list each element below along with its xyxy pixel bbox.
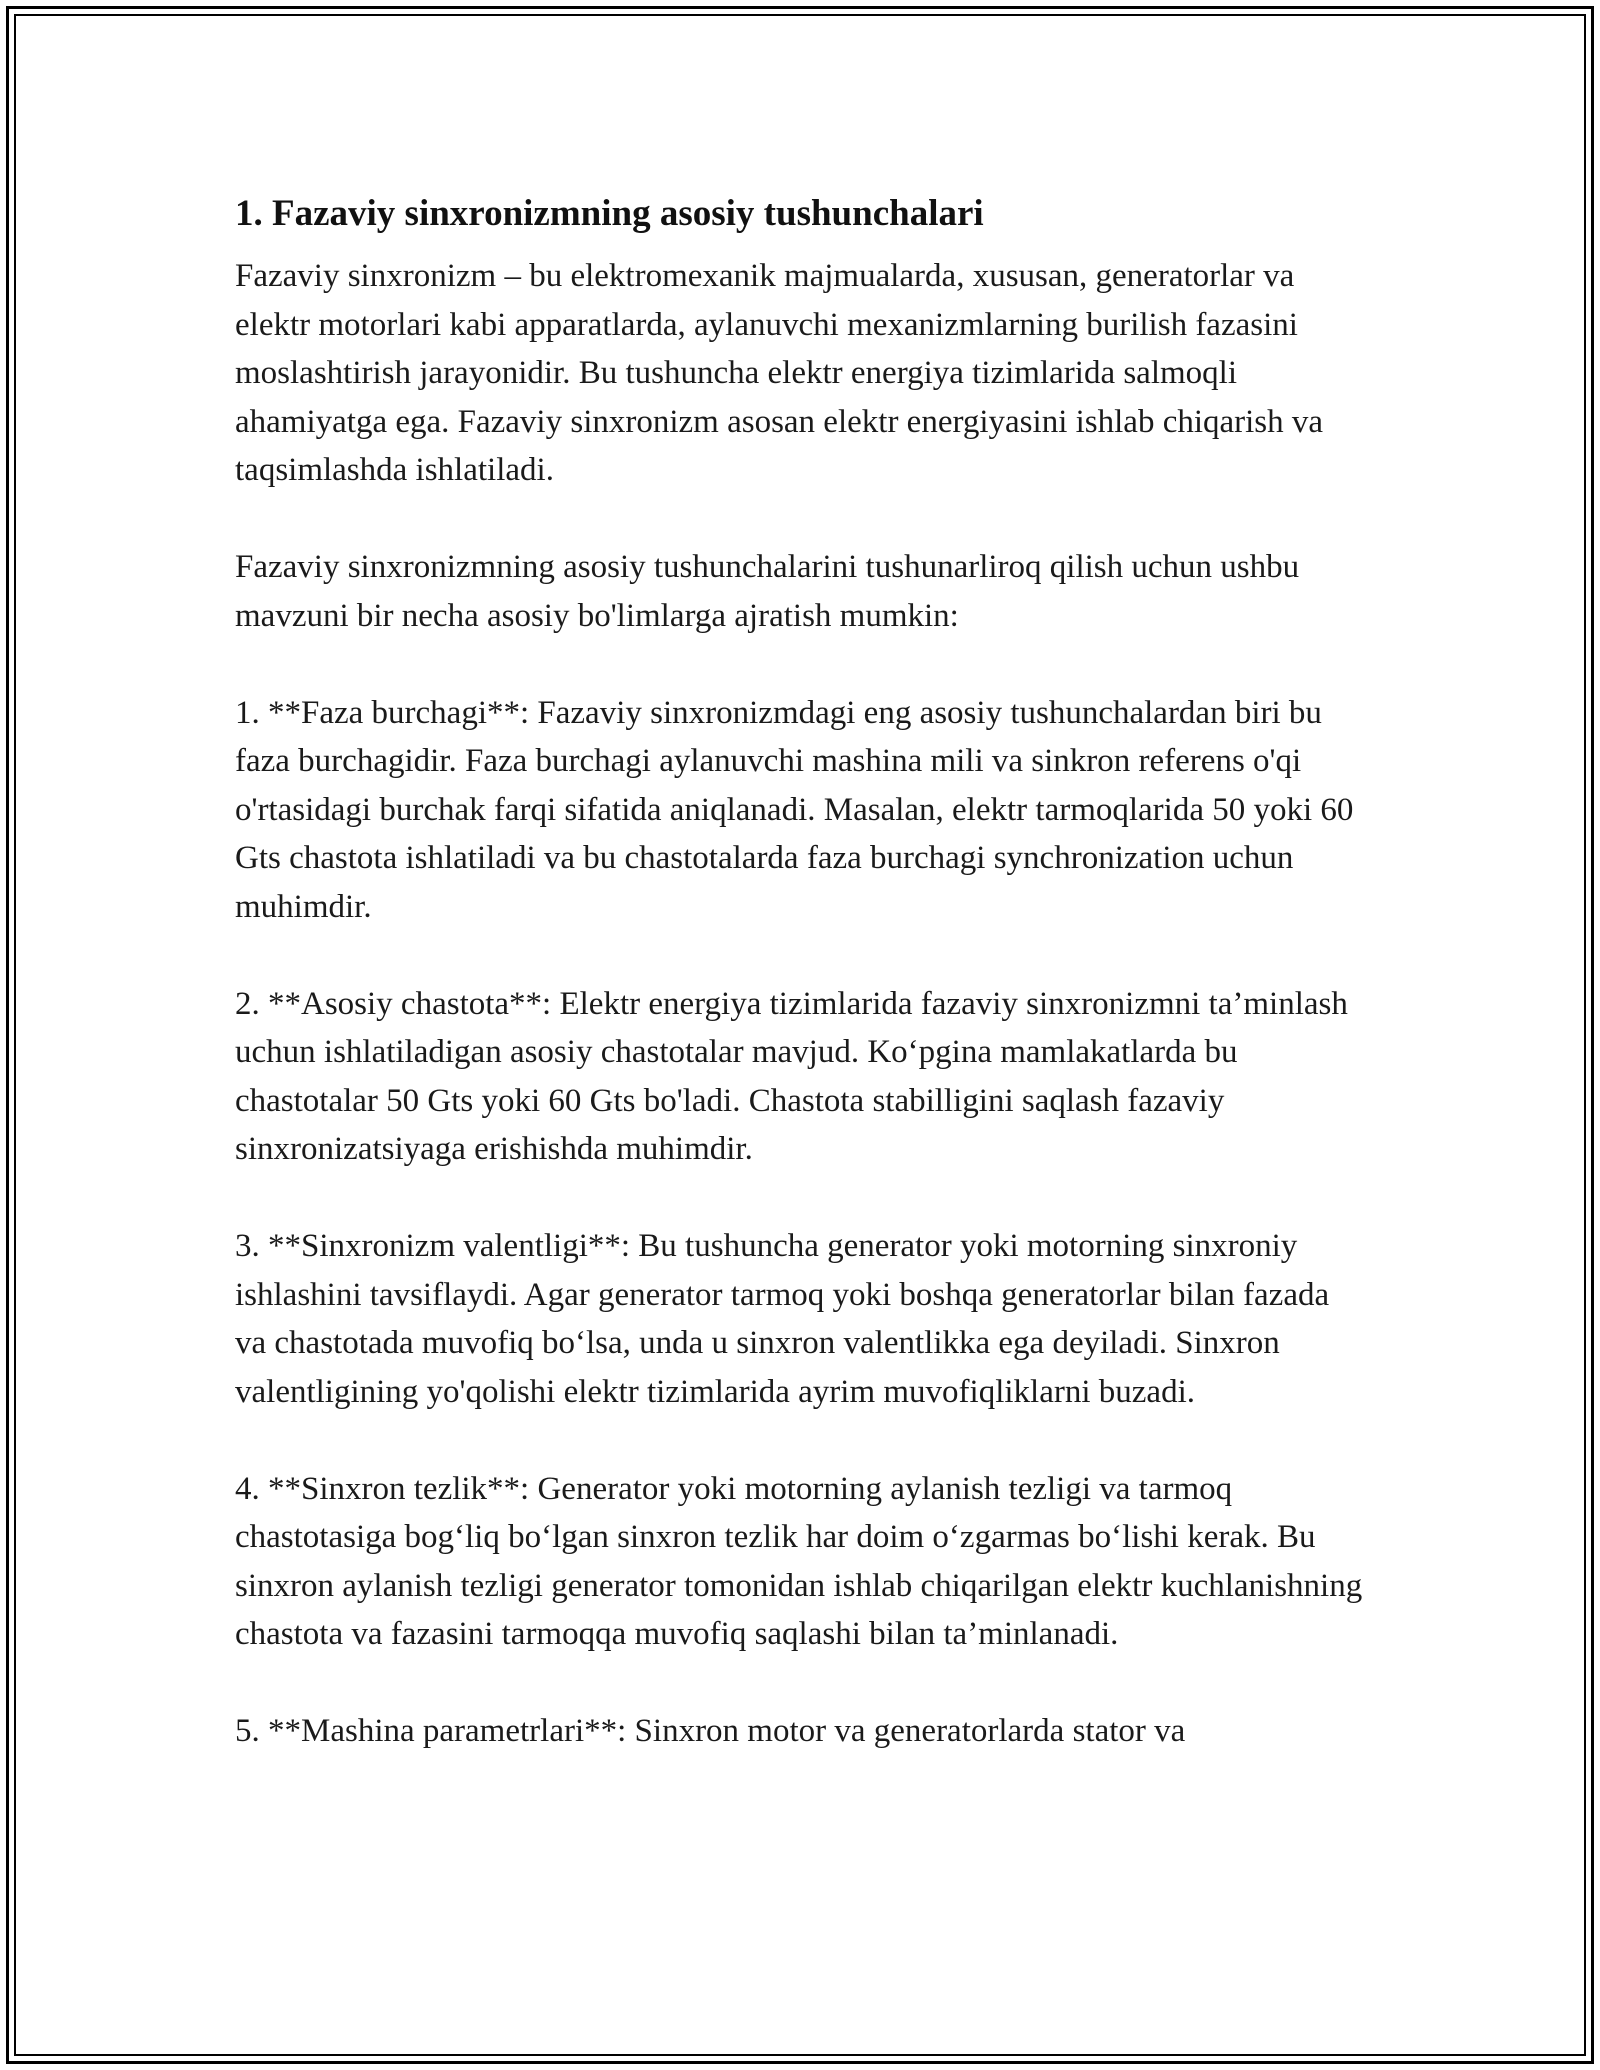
overview-paragraph: Fazaviy sinxronizmning asosiy tushunchalarini tushunarliroq qilish uchun ushbu mavzuni bir necha asosiy bo'limlarga ajratish mumkin:: [235, 549, 1300, 634]
document-body: [235, 188, 1365, 1756]
item-mashina-parametrlari: 5. **Mashina parametrlari**: Sinxron motor va generatorlarda stator va: [235, 1713, 1186, 1749]
item-sinxronizm-valentligi: 3. **Sinxronizm valentligi**: Bu tushuncha generator yoki motorning sinxroniy ishlashini tavsiflaydi. Agar generator tarmoq yoki boshqa generatorlar bilan fazada va chastotada muvofiq bo‘lsa, unda u sinxron valentlikka ega deyiladi. Sinxron valentligining yo'qolishi elektr tizimlarida ayrim muvofiqliklarni buzadi.: [235, 1228, 1330, 1410]
item-asosiy-chastota: 2. **Asosiy chastota**: Elektr energiya tizimlarida fazaviy sinxronizmni ta’minlash uchun ishlatiladigan asosiy chastotalar mavjud. Ko‘pgina mamlakatlarda bu chastotalar 50 Gts yoki 60 Gts bo'ladi. Chastota stabilligini saqlash fazaviy sinxronizatsiyaga erishishda muhimdir.: [235, 985, 1348, 1167]
item-sinxron-tezlik: 4. **Sinxron tezlik**: Generator yoki motorning aylanish tezligi va tarmoq chastotasiga bog‘liq bo‘lgan sinxron tezlik har doim o‘zgarmas bo‘lishi kerak. Bu sinxron aylanish tezligi generator tomonidan ishlab chiqarilgan elektr kuchlanishning chastota va fazasini tarmoqqa muvofiq saqlashi bilan ta’minlanadi.: [235, 1470, 1363, 1652]
intro-paragraph: Fazaviy sinxronizm – bu elektromexanik majmualarda, xususan, generatorlar va elektr motorlari kabi apparatlarda, aylanuvchi mexanizmlarning burilish fazasini moslashtirish jarayonidir. Bu tushuncha elektr energiya tizimlarida salmoqli ahamiyatga ega. Fazaviy sinxronizm asosan elektr energiyasini ishlab chiqarish va taqsimlashda ishlatiladi.: [235, 258, 1324, 488]
item-faza-burchagi: 1. **Faza burchagi**: Fazaviy sinxronizmdagi eng asosiy tushunchalardan biri bu faza burchagidir. Faza burchagi aylanuvchi mashina mili va sinkron referens o'qi o'rtasidagi burchak farqi sifatida aniqlanadi. Masalan, elektr tarmoqlarida 50 yoki 60 Gts chastota ishlatiladi va bu chastotalarda faza burchagi synchronization uchun muhimdir.: [235, 694, 1354, 925]
section-heading: 1. Fazaviy sinxronizmning asosiy tushunchalari: [235, 193, 984, 234]
